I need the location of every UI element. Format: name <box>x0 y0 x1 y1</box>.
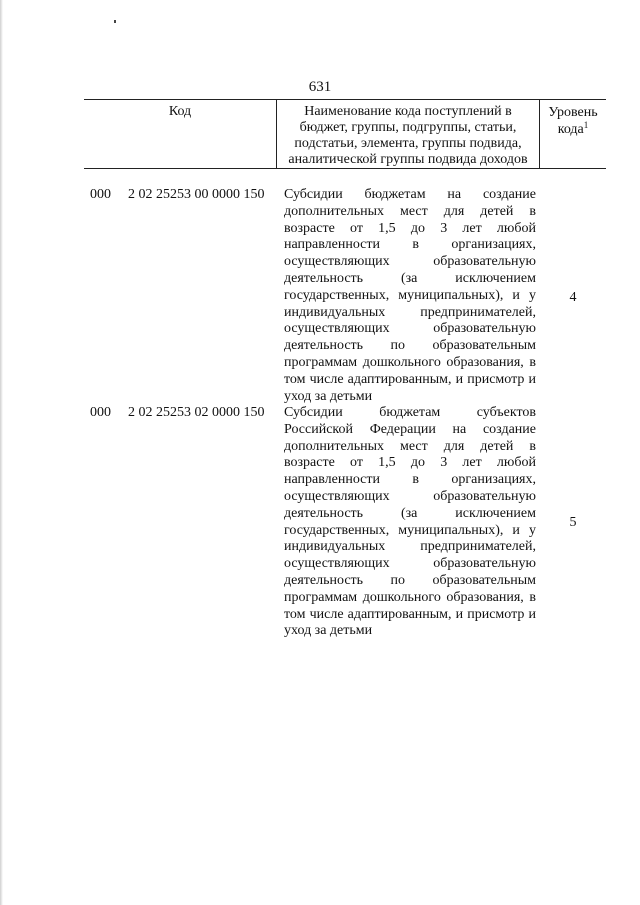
footnote-marker: 1 <box>583 120 589 130</box>
header-cell-level <box>540 99 606 169</box>
revenue-code: 2 02 25253 00 0000 150 <box>128 187 265 202</box>
header-name-label: Наименование кода поступлений в бюджет, группы, подгруппы, статьи, подстатьи, элемента, группы подвида, аналитической группы подвида доходов <box>288 104 528 167</box>
header-cell-code <box>84 99 276 169</box>
revenue-description: Субсидии бюджетам субъектов Российской Федерации на создание дополнительных мест для детей в возрасте от 1,5 до 3 лет любой направленности в организациях, осуществляющих образовательную деятельность (за исключением государственных, муниципальных), и у индивидуальных предпринимателей, осуществляющих образовательную деятельность по образовательным программам дошкольного образования, в том числе адаптированным, и присмотр и уход за детьми <box>284 405 536 639</box>
page-number: 631 <box>308 79 332 95</box>
scan-edge-shadow <box>0 0 3 905</box>
header-cell-name <box>276 99 540 169</box>
scan-mark <box>114 20 116 23</box>
revenue-code: 2 02 25253 02 0000 150 <box>128 405 265 420</box>
code-level: 4 <box>569 290 577 305</box>
revenue-description: Субсидии бюджетам на создание дополнительных мест для детей в возрасте от 1,5 до 3 лет любой направленности в организациях, осуществляющих образовательную деятельность (за исключением государственных, муниципальных), и у индивидуальных предпринимателей, осуществляющих образовательную деятельность по образовательным программам дошкольного образования, в том числе адаптированным, и присмотр и уход за детьми <box>284 187 536 404</box>
admin-code: 000 <box>90 405 111 420</box>
header-level-text: Уровень кода <box>548 105 598 137</box>
header-level-label <box>542 104 604 138</box>
code-level: 5 <box>569 515 577 530</box>
admin-code: 000 <box>90 187 111 202</box>
header-code-label: Код <box>168 104 192 119</box>
